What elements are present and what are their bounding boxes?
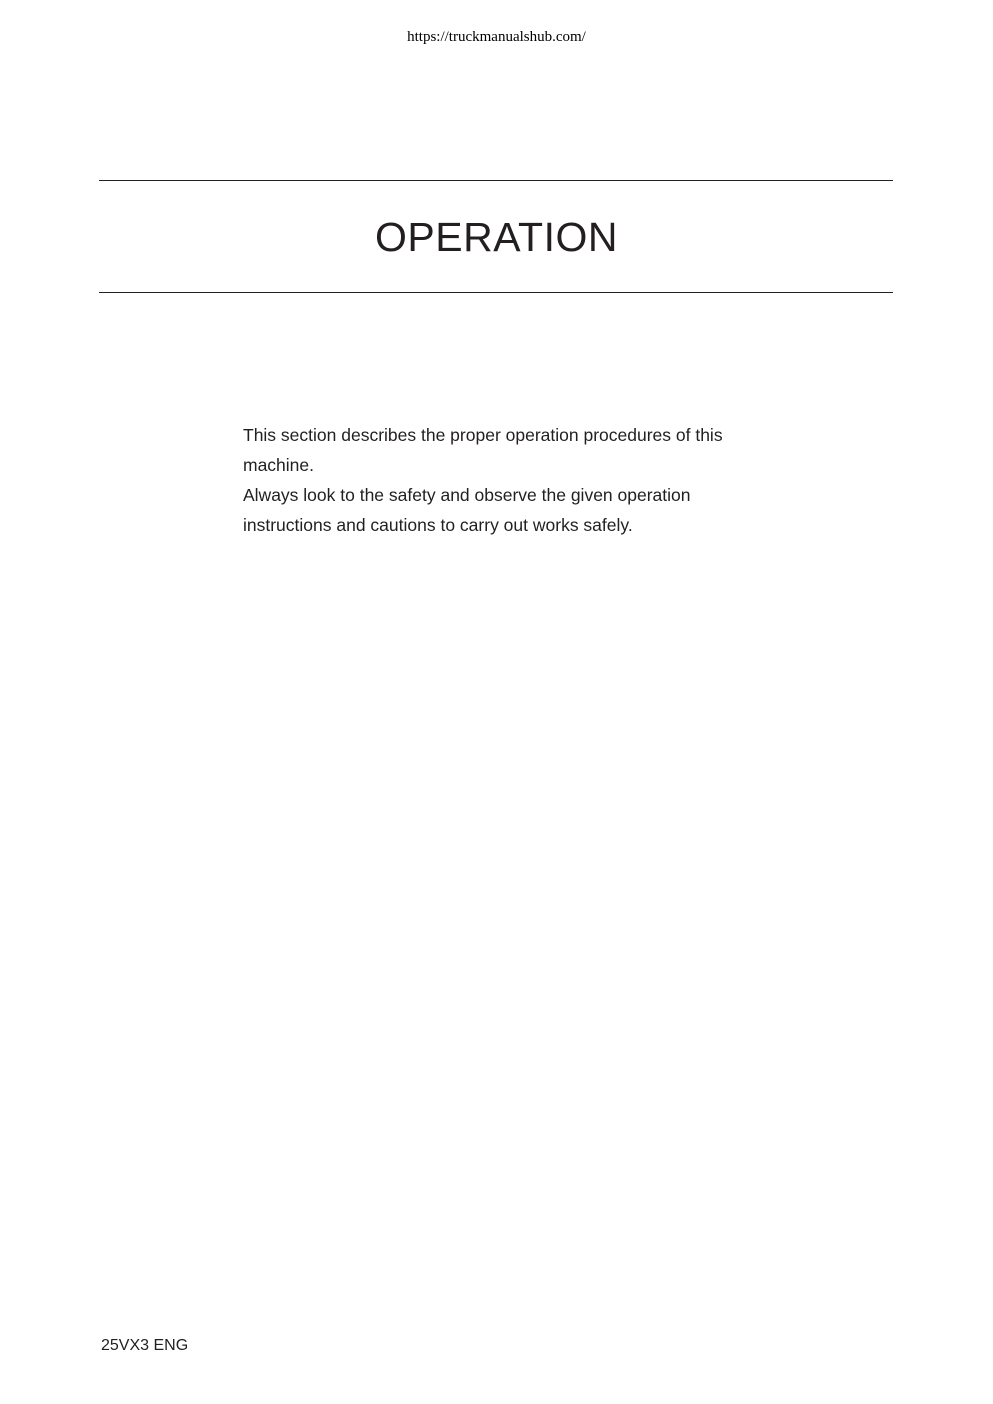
footer-document-code: 25VX3 ENG <box>101 1337 189 1354</box>
intro-line: This section describes the proper operation procedures of this <box>243 425 723 445</box>
section-title: OPERATION <box>375 214 618 260</box>
title-top-rule <box>99 180 893 181</box>
title-bottom-rule <box>99 292 893 293</box>
intro-line: Always look to the safety and observe the given operation <box>243 485 691 505</box>
intro-text <box>243 420 783 540</box>
source-url: https://truckmanualshub.com/ <box>407 29 586 45</box>
intro-line: instructions and cautions to carry out works safely. <box>243 515 633 535</box>
intro-line: machine. <box>243 455 315 475</box>
